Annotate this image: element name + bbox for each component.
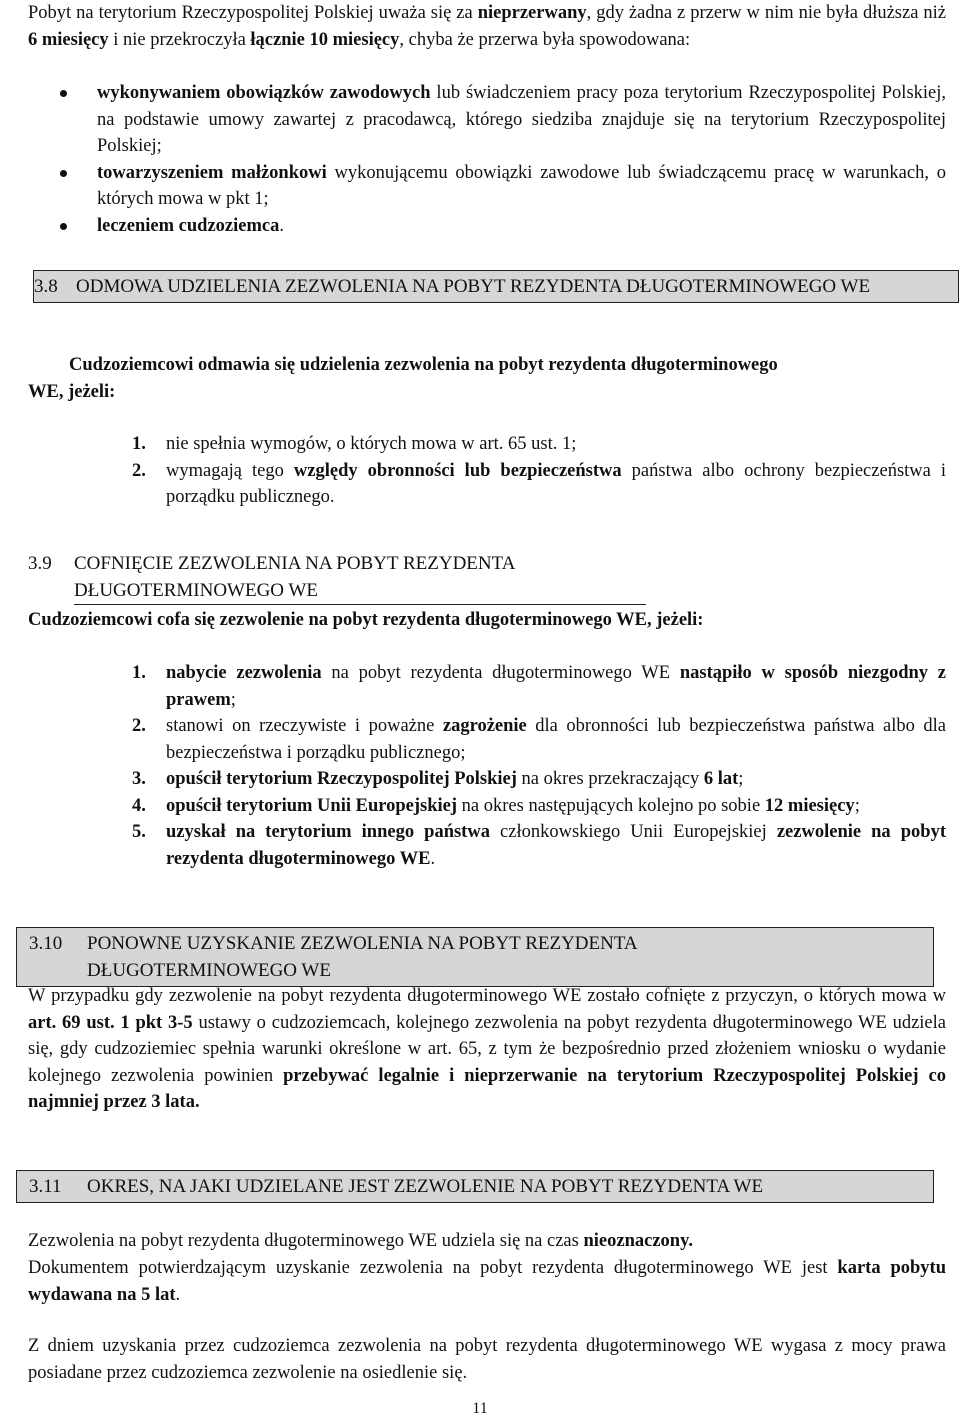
list-item: 1. nie spełnia wymogów, o których mowa w art. 65 ust. 1; (132, 434, 577, 454)
section-3-11-heading: 3.11 OKRES, NA JAKI UDZIELANE JEST ZEZWOLENIE NA POBYT REZYDENTA WE (16, 1170, 934, 1203)
bullet-icon (60, 170, 67, 177)
section-3-11-paragraph-2: Dokumentem potwierdzającym uzyskanie zezwolenia na pobyt rezydenta długoterminowego WE jest karta pobytu wydawana na 5 lat. (28, 1258, 946, 1305)
bullet-item: wykonywaniem obowiązków zawodowych lub świadczeniem pracy poza terytorium Rzeczypospolitej Polskiej, na podstawie umowy zawartej z pracodawcą, którego siedziba znajduje się na terytorium Rzeczypospolitej Polskiej; (28, 80, 946, 160)
bullet-item: towarzyszeniem małżonkowi wykonującemu obowiązki zawodowe lub świadczącemu pracę w warunkach, o których mowa w pkt 1; (28, 160, 946, 213)
section-3-9-list (28, 660, 946, 872)
heading-underline (74, 604, 646, 605)
section-3-8-heading: 3.8 ODMOWA UDZIELENIA ZEZWOLENIA NA POBYT REZYDENTA DŁUGOTERMINOWEGO WE (33, 270, 959, 303)
section-3-11-paragraph-3: Z dniem uzyskania przez cudzoziemca zezwolenia na pobyt rezydenta długoterminowego WE wygasa z mocy prawa posiadane przez cudzoziemca zezwolenie na osiedlenie się. (28, 1336, 946, 1383)
list-item: 2. wymagają tego względy obronności lub bezpieczeństwa państwa albo ochrony bezpieczeństwa i porządku publicznego. (132, 460, 947, 507)
list-item: 3. opuścił terytorium Rzeczypospolitej Polskiej na okres przekraczający 6 lat; (132, 769, 744, 789)
list-item: 5. uzyskał na terytorium innego państwa członkowskiego Unii Europejskiej zezwolenie na pobyt rezydenta długoterminowego WE. (132, 822, 946, 869)
bullet-icon (60, 90, 67, 97)
section-3-11-paragraph-1: Zezwolenia na pobyt rezydenta długoterminowego WE udziela się na czas nieoznaczony. (28, 1231, 693, 1251)
section-3-9-intro: Cudzoziemcowi cofa się zezwolenie na pobyt rezydenta długoterminowego WE, jeżeli: (28, 610, 704, 630)
section-3-10-heading: 3.10 PONOWNE UZYSKANIE ZEZWOLENIA NA POBYT REZYDENTA DŁUGOTERMINOWEGO WE (16, 927, 934, 987)
list-item: 1. nabycie zezwolenia na pobyt rezydenta długoterminowego WE nastąpiło w sposób niezgodny z prawem; (132, 663, 946, 710)
bullet-item: leczeniem cudzoziemca. (28, 213, 946, 240)
section-3-8-intro: Cudzoziemcowi odmawia się udzielenia zezwolenia na pobyt rezydenta długoterminowego WE, jeżeli: (28, 355, 778, 402)
section-3-10-paragraph: W przypadku gdy zezwolenie na pobyt rezydenta długoterminowego WE zostało cofnięte z przyczyn, o których mowa w art. 69 ust. 1 pkt 3-5 ustawy o cudzoziemcach, kolejnego zezwolenia na pobyt rezydenta długoterminowego WE udziela się, gdy cudzoziemiec spełnia warunki określone w art. 65, z tym że bezpośrednio przed złożeniem wniosku o wydanie kolejnego zezwolenia powinien przebywać legalnie i nieprzerwanie na terytorium Rzeczypospolitej Polskiej co najmniej przez 3 lata. (28, 986, 946, 1112)
bullet-icon (60, 223, 67, 230)
section-3-9-heading: 3.9 COFNIĘCIE ZEZWOLENIA NA POBYT REZYDENTA DŁUGOTERMINOWEGO WE (28, 550, 946, 604)
list-item: 2. stanowi on rzeczywiste i poważne zagrożenie dla obronności lub bezpieczeństwa państwa albo dla bezpieczeństwa i porządku publicznego; (132, 716, 947, 763)
exception-bullet-list (28, 80, 946, 239)
page-number: 11 (472, 1400, 488, 1417)
section-3-8-list (28, 431, 946, 511)
intro-paragraph: Pobyt na terytorium Rzeczypospolitej Polskiej uważa się za nieprzerwany, gdy żadna z przerw w nim nie była dłuższa niż 6 miesięcy i nie przekroczyła łącznie 10 miesięcy, chyba że przerwa była spowodowana: (28, 3, 946, 50)
list-item: 4. opuścił terytorium Unii Europejskiej na okres następujących kolejno po sobie 12 miesięcy; (132, 795, 860, 816)
